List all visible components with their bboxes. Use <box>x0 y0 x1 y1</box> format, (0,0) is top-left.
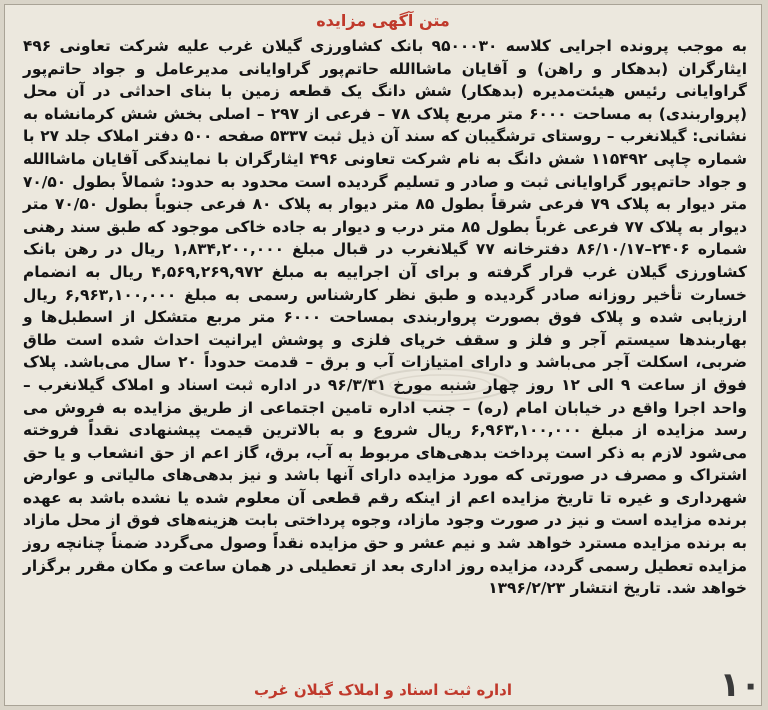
edge-number-fragment: ۱۰ <box>719 665 761 705</box>
newspaper-clipping <box>4 4 762 706</box>
notice-title: متن آگهی مزایده <box>316 11 450 30</box>
issuing-office: اداره ثبت اسناد و املاک گیلان غرب <box>254 681 512 699</box>
notice-body: به موجب پرونده اجرایی کلاسه ۹۵۰۰۰۳۰ بانک کشاورزی گیلان غرب علیه شرکت تعاونی ۴۹۶ ایثارگران (بدهکار و راهن) و آقایان ماشاالله حاتم‌پور گراوایانی مدیرعامل و جواد حاتم‌پور گراوایانی رئیس هیئت‌مدیره (بدهکار) شش دانگ یک قطعه زمین با بنای احداثی در آن محل (پرواربندی) به مساحت ۶۰۰۰ متر مربع پلاک ۷۸ – فرعی از ۲۹۷ – اصلی بخش شش کرمانشاه به نشانی: گیلانغرب – روستای ترشگیبان که سند آن ذیل ثبت ۵۳۳۷ صفحه ۵۰۰ دفتر املاک جلد ۲۷ با شماره چاپی ۱۱۵۴۹۲ شش دانگ به نام شرکت تعاونی ۴۹۶ ایثارگران با نمایندگی آقایان ماشاالله و جواد حاتم‌پور گراوایانی ثبت و صادر و تسلیم گردیده است محدود به حدود: شمالاً بطول ۷۰/۵۰ متر دیوار به پلاک ۷۹ فرعی شرقاً بطول ۸۵ متر دیوار به پلاک ۸۰ فرعی جنوباً بطول ۷۰/۵۰ متر دیوار به پلاک ۷۷ فرعی غرباً بطول ۸۵ متر درب و دیوار به جاده خاکی موجود که طبق سند رهنی شماره ۲۴۰۶–۸۶/۱۰/۱۷ دفترخانه ۷۷ گیلانغرب در قبال مبلغ ۱,۸۳۴,۲۰۰,۰۰۰ ریال در رهن بانک کشاورزی گیلان غرب قرار گرفته و برای آن اجراییه به مبلغ ۴,۵۶۹,۲۶۹,۹۷۲ ریال به انضمام خسارت تأخیر روزانه صادر گردیده و طبق نظر کارشناس رسمی به مبلغ ۶,۹۶۳,۱۰۰,۰۰۰ ریال ارزیابی شده و پلاک فوق بصورت پرواربندی بمساحت ۶۰۰۰ متر مربع متشکل از اسطبل‌ها و بهاربندها سیستم آجر و فلز و سقف خرپای فلزی و پوشش ایرانیت احداث شده است طاق ضربی، اسکلت آجر می‌باشد و دارای امتیازات آب و برق – قدمت حدوداً ۲۰ سال می‌باشد. پلاک فوق از ساعت ۹ الی ۱۲ روز چهار شنبه مورخ ۹۶/۳/۳۱ در اداره ثبت اسناد و املاک گیلانغرب – واحد اجرا واقع در خیابان امام (ره) – جنب اداره تامین اجتماعی از طریق مزایده به فروش می رسد مزایده از مبلغ ۶,۹۶۳,۱۰۰,۰۰۰ ریال شروع و به بالاترین قیمت پیشنهادی نقداً فروخته می‌شود لازم به ذکر است پرداخت بدهی‌های مربوط به آب، برق، گاز اعم از حق انشعاب و یا حق اشتراک و مصرف در صورتی که مورد مزایده دارای آنها باشد و نیز بدهی‌های مالیاتی و عوارض شهرداری و غیره تا تاریخ مزایده اعم از اینکه رقم قطعی آن معلوم شده یا نشده باشد به عهده برنده مزایده است و نیز در صورت وجود مازاد، وجوه پرداختی بابت هزینه‌های فوق از محل مازاد به برنده مزایده مسترد خواهد شد و نیم عشر و حق مزایده نقداً وصول می‌گردد ضمناً چنانچه روز مزایده تعطیل رسمی گردد، مزایده روز اداری بعد از تعطیلی در همان ساعت و مکان مقرر برگزار خواهد شد. تاریخ انتشار ۱۳۹۶/۲/۲۳ <box>23 37 748 598</box>
